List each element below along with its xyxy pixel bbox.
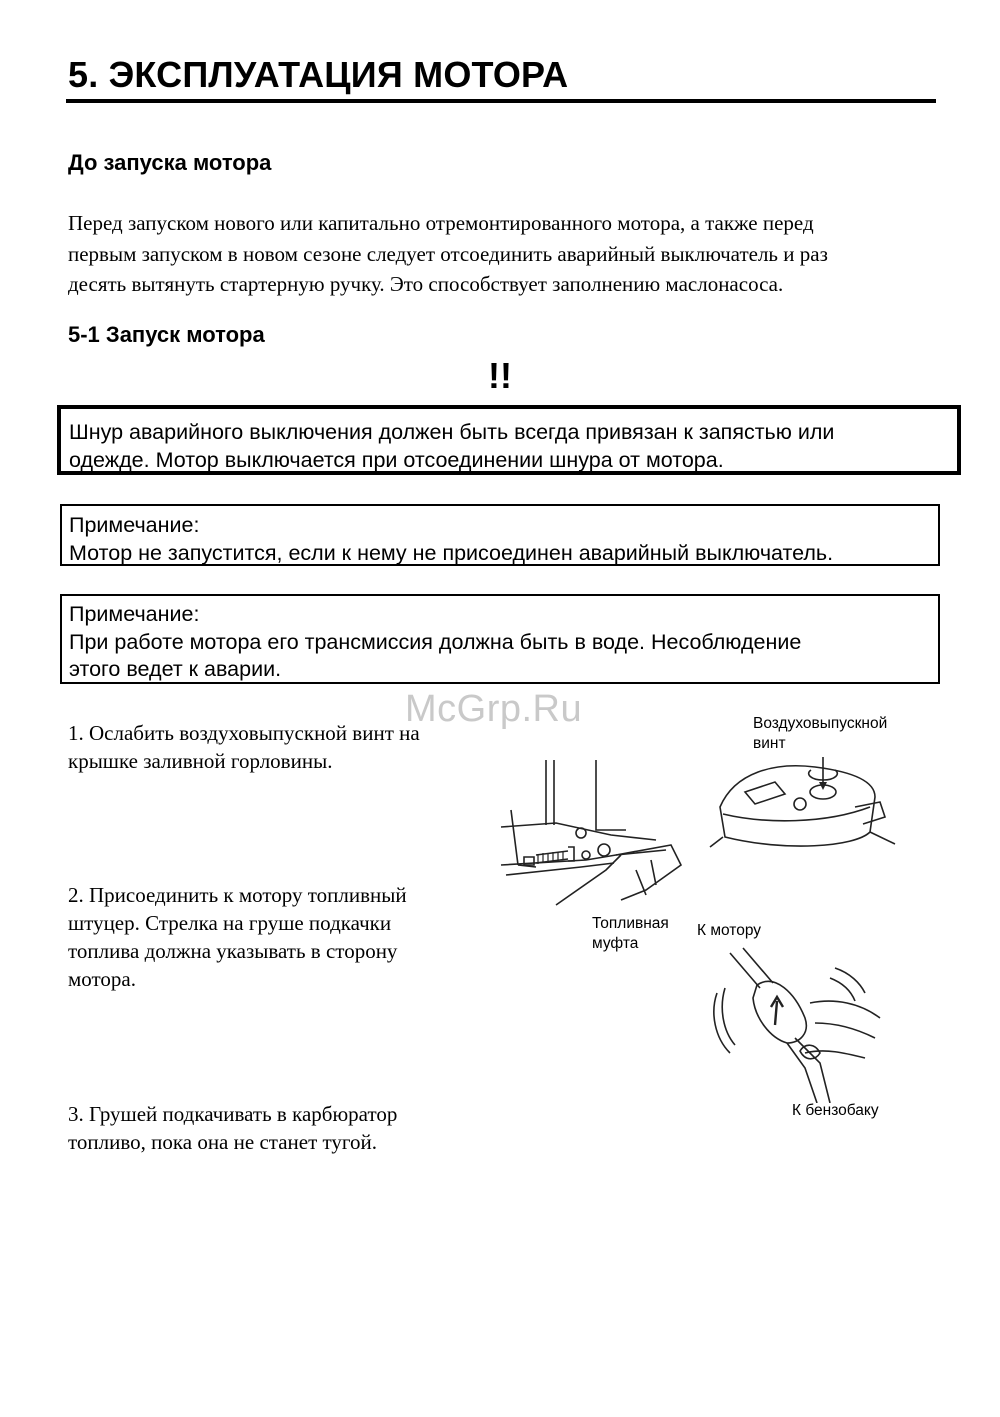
warning-line: Шнур аварийного выключения должен быть всегда привязан к запястью или [69,420,835,444]
step-item [68,1100,488,1156]
note-box [60,594,940,684]
section-heading-engine-start: 5-1 Запуск мотора [68,322,265,347]
note-text: этого ведет к аварии. [69,657,282,681]
step-line: мотора. [68,967,136,991]
label-line: винт [753,735,786,752]
step-line: топлива должна указывать в сторону [68,939,398,963]
step-line: 1. Ослабить воздуховыпускной винт на [68,721,420,745]
warning-mark: !! [488,355,512,396]
title-underline [66,99,936,103]
step-line: 3. Грушей подкачивать в карбюратор [68,1102,398,1126]
label-fuel-coupling [592,914,669,954]
intro-line: десять вытянуть стартерную ручку. Это способствует заполнению маслонасоса. [68,272,784,296]
fuel-tank-illustration [705,752,905,867]
section-heading-before-start: До запуска мотора [68,150,272,175]
warning-box [57,405,961,475]
label-to-tank: К бензобаку [792,1102,879,1119]
note-text: Мотор не запустится, если к нему не присоединен аварийный выключатель. [69,541,834,565]
step-line: штуцер. Стрелка на груше подкачки [68,911,392,935]
label-to-motor: К мотору [697,922,762,939]
motor-connector-illustration [496,755,696,925]
intro-line: Перед запуском нового или капитально отремонтированного мотора, а также перед [68,211,814,235]
label-line: муфта [592,935,639,952]
note-box [60,504,940,566]
step-line: топливо, пока она не станет тугой. [68,1130,377,1154]
page-title: 5. ЭКСПЛУАТАЦИЯ МОТОРА [68,54,569,95]
note-label: Примечание: [69,513,200,537]
note-label: Примечание: [69,602,200,626]
warning-line: одежде. Мотор выключается при отсоединении шнура от мотора. [69,448,724,472]
step-line: 2. Присоединить к мотору топливный [68,883,407,907]
label-line: Топливная [592,915,669,932]
intro-paragraph [68,208,948,300]
intro-line: первым запуском в новом сезоне следует отсоединить аварийный выключатель и раз [68,241,828,266]
step-line: крышке заливной горловины. [68,749,333,773]
watermark: McGrp.Ru [405,688,583,730]
label-line: Воздуховыпускной [753,715,888,732]
note-text: При работе мотора его трансмиссия должна быть в воде. Несоблюдение [69,630,802,654]
step-item [68,881,488,993]
primer-bulb-illustration [705,943,890,1103]
label-vent-screw [753,714,887,754]
